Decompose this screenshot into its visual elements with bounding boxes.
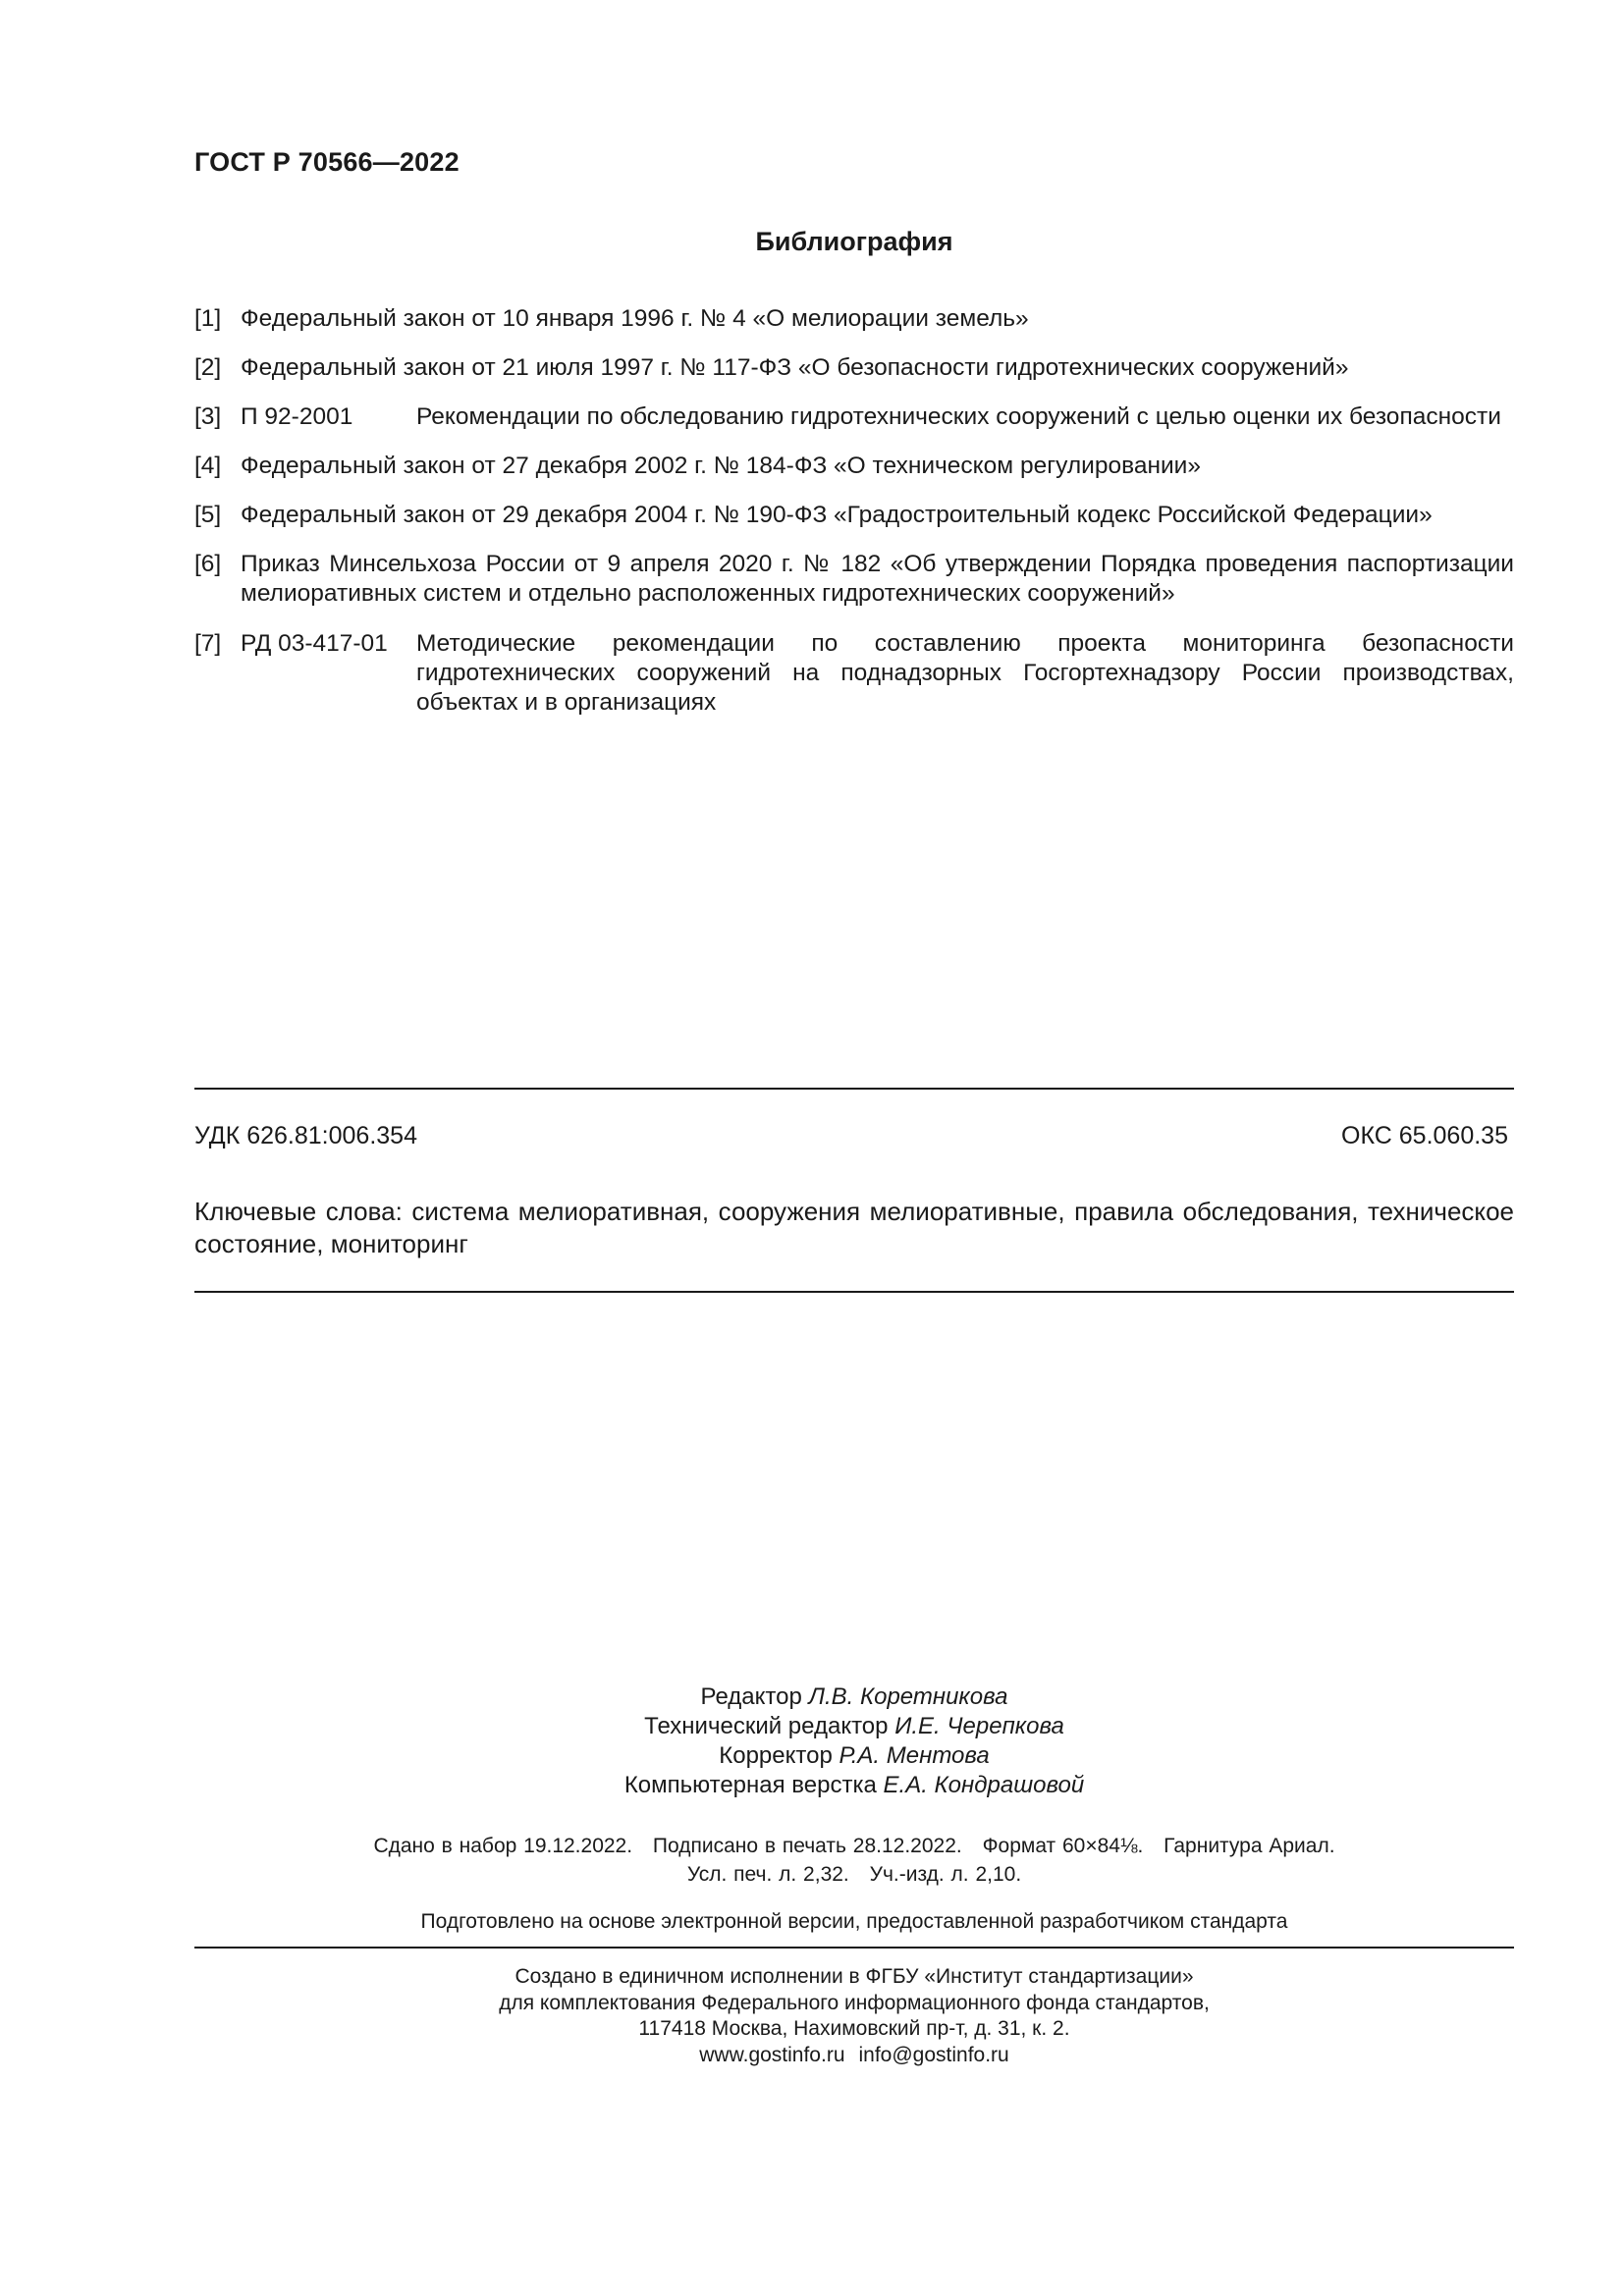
ref-text: Приказ Минсельхоза России от 9 апреля 2020 г. № 182 «Об утверждении Порядка проведения паспортизации мелиоративных систем и отдельно расположенных гидротехнических сооружений» (241, 551, 1514, 607)
ref-text: Федеральный закон от 29 декабря 2004 г. № 190-ФЗ «Градостроительный кодекс Российской Федерации» (241, 502, 1433, 528)
publication-line-2 (0, 1860, 1624, 1889)
divider-keywords (194, 1291, 1514, 1293)
ref-code: П 92-2001 (241, 403, 353, 430)
divider-top (194, 1088, 1514, 1090)
ref-number: [3] (194, 403, 222, 430)
ref-number: [6] (194, 551, 222, 577)
footer-line-3: 117418 Москва, Нахимовский пр-т, д. 31, к. 2. (638, 2017, 1070, 2040)
credit-corrector (0, 1741, 1624, 1771)
ref-number: [7] (194, 630, 222, 657)
footer-website[interactable]: www.gostinfo.ru (699, 2043, 845, 2066)
pub-edit-sheets: Уч.-изд. л. 2,10. (869, 1863, 1022, 1886)
pub-signed: Подписано в печать 28.12.2022. (652, 1835, 962, 1857)
credit-label: Корректор (719, 1742, 833, 1769)
ref-text: Рекомендации по обследованию гидротехнических сооружений с целью оценки их безопасности (416, 403, 1501, 430)
credit-editor (0, 1682, 1624, 1712)
ref-number: [5] (194, 502, 222, 528)
ref-number: [2] (194, 354, 222, 381)
pub-submitted: Сдано в набор 19.12.2022. (373, 1835, 633, 1857)
credits-block (0, 1682, 1624, 1800)
ref-number: [1] (194, 305, 222, 332)
keywords: Ключевые слова: система мелиоративная, сооружения мелиоративные, правила обследования, техническое состояние, мониторинг (194, 1197, 1514, 1258)
standard-code: ГОСТ Р 70566—2022 (194, 147, 460, 177)
credit-label: Редактор (700, 1683, 802, 1710)
ref-text: Методические рекомендации по составлению проекта мониторинга безопасности гидротехнических сооружений на поднадзорных Госгортехнадзору России производствах, объектах и в организациях (416, 630, 1514, 716)
ref-number: [4] (194, 453, 222, 479)
credit-name: И.Е. Черепкова (894, 1713, 1064, 1739)
publication-line-1 (0, 1832, 1624, 1860)
credit-label: Технический редактор (644, 1713, 889, 1739)
oks-code: ОКС 65.060.35 (1341, 1122, 1508, 1149)
pub-format: Формат 60×84⅛. (982, 1835, 1144, 1857)
ref-text: Федеральный закон от 21 июля 1997 г. № 117-ФЗ «О безопасности гидротехнических сооружений» (241, 354, 1349, 381)
pub-typeface: Гарнитура Ариал. (1164, 1835, 1335, 1857)
udk-code: УДК 626.81:006.354 (194, 1122, 417, 1149)
credit-label: Компьютерная верстка (623, 1772, 877, 1798)
footer-line-1: Создано в единичном исполнении в ФГБУ «Институт стандартизации» (514, 1965, 1194, 1988)
ref-code: РД 03-417-01 (241, 630, 388, 657)
footer (0, 1964, 1624, 2068)
bibliography-title: Библиография (755, 227, 953, 256)
footer-line-2: для комплектования Федерального информационного фонда стандартов, (499, 1991, 1210, 2014)
ref-text: Федеральный закон от 27 декабря 2002 г. № 184-ФЗ «О техническом регулировании» (241, 453, 1201, 479)
footer-email[interactable]: info@gostinfo.ru (858, 2043, 1009, 2066)
credit-name: Л.В. Коретникова (808, 1683, 1008, 1710)
footer-contacts (0, 2043, 1624, 2069)
credit-name: Е.А. Кондрашовой (883, 1772, 1085, 1798)
pub-print-sheets: Усл. печ. л. 2,32. (686, 1863, 849, 1886)
credit-tech-editor (0, 1712, 1624, 1741)
prepared-note: Подготовлено на основе электронной версии, предоставленной разработчиком стандарта (420, 1910, 1288, 1933)
credit-name: Р.А. Ментова (839, 1742, 990, 1769)
credit-layout (0, 1771, 1624, 1800)
publication-info (0, 1832, 1624, 1889)
ref-text: Федеральный закон от 10 января 1996 г. № 4 «О мелиорации земель» (241, 305, 1029, 332)
divider-footer (194, 1947, 1514, 1949)
